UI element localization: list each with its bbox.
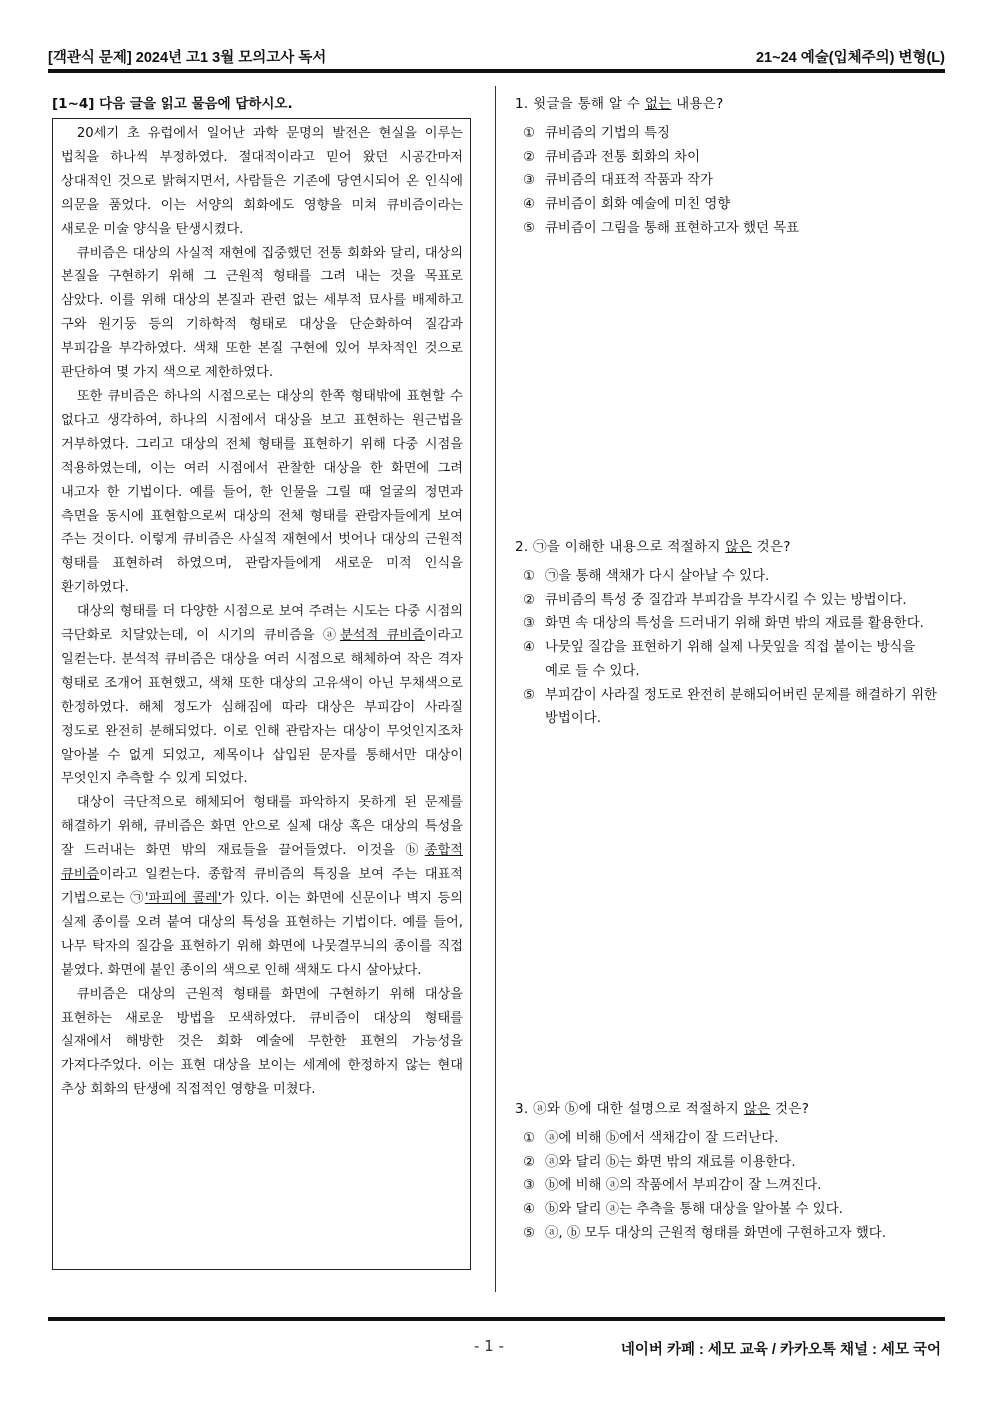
text-run: 2. ㉠을 이해한 내용으로 적절하지: [515, 539, 726, 555]
instruction: [1~4] 다음 글을 읽고 물음에 답하시오.: [52, 96, 293, 112]
answer-option[interactable]: [515, 122, 939, 146]
page-header: [48, 44, 945, 68]
option-number: ②: [523, 592, 536, 608]
text-run: 1. 윗글을 통해 알 수: [515, 96, 645, 112]
option-text: ⓐ, ⓑ 모두 대상의 근원적 형태를 화면에 구현하고자 했다.: [545, 1225, 886, 1241]
underlined-term: 분석적 큐비즘: [340, 628, 425, 644]
underlined-term: '파피에 콜레': [144, 891, 222, 906]
header-right: 21~24 예술(입체주의) 변형(L): [755, 50, 945, 66]
bottom-rule: [48, 1317, 945, 1321]
text-run: 대상의 형태를 더 다양한 시점으로 보여 주려는 시도는 다중 시점의 극단화로 치달았는데, 이 시기의 큐비즘을 ⓐ: [61, 604, 463, 644]
option-number: ③: [523, 173, 536, 189]
option-text: 부피감이 사라질 정도로 완전히 분해되어버린 문제를 해결하기 위한 방법이다.: [545, 687, 937, 727]
text-run: 이라고 일컫는다. 분석적 큐비즘은 대상을 여러 시점으로 해체하여 작은 격자 형태로 조개어 표현했고, 색채 또한 대상의 고유색이 아닌 무채색으로 한정하였다. 해체 정도가 심해짐에 따라 대상은 부피감이 사라질 정도로 완전히 분해되었다. 이로 인해 관람자는 대상이 무엇인지조차 알아볼 수 없게 되었고, 제목이나 삽입된 문자를 통해서만 대상이 무엇인지 추측할 수 있게 되었다.: [61, 628, 463, 787]
option-text: 큐비즘이 회화 예술에 미친 영향: [545, 197, 731, 213]
text-run: 가 있다. 이는 화면에 신문이나 벽지 등의 실제 종이를 오려 붙여 대상의 특성을 표현하는 기법이다. 예를 들어, 나무 탁자의 질감을 표현하기 위해 화면에 나뭇결무늬의 종이를 직접 붙였다. 화면에 붙인 종이의 색으로 인해 색채도 다시 살아났다.: [61, 891, 464, 978]
header-left: [객관식 문제] 2024년 고1 3월 모의고사 독서: [48, 50, 327, 66]
answer-option[interactable]: [515, 193, 939, 217]
page-number: - 1 -: [474, 1337, 504, 1355]
option-text: 큐비즘의 대표적 작품과 작가: [545, 173, 713, 189]
passage-box: [52, 118, 471, 1270]
option-text: 큐비즘과 전통 회화의 차이: [545, 149, 701, 165]
option-text: ⓐ에 비해 ⓑ에서 색채감이 잘 드러난다.: [545, 1131, 779, 1146]
page-footer: [0, 1335, 992, 1359]
question-stem: [515, 92, 939, 112]
option-number: ①: [523, 1131, 536, 1146]
option-number: ③: [523, 616, 536, 632]
underlined-term: 종합적 큐비즘: [61, 843, 463, 883]
answer-option[interactable]: [515, 146, 939, 170]
option-text: ⓐ와 달리 ⓑ는 화면 밖의 재료를 이용한다.: [545, 1154, 796, 1170]
underlined-term: 않은: [725, 539, 753, 555]
answer-option[interactable]: [515, 612, 939, 636]
answer-option[interactable]: [515, 1127, 939, 1151]
option-text: 나뭇잎 질감을 표현하기 위해 실제 나뭇잎을 직접 붙이는 방식을 예로 들 수 있다.: [545, 640, 916, 679]
option-text: ㉠을 통해 색채가 다시 살아날 수 있다.: [545, 569, 770, 584]
option-text: ⓑ에 비해 ⓐ의 작품에서 부피감이 잘 느껴진다.: [545, 1178, 822, 1194]
text-run: 3. ⓐ와 ⓑ에 대한 설명으로 적절하지: [515, 1101, 744, 1117]
text-run: 이라고 일컫는다. 종합적 큐비즘의 특징을 보여 주는 대표적 기법으로는 ㉠: [61, 867, 463, 906]
option-number: ④: [523, 640, 536, 656]
option-text: 큐비즘이 그림을 통해 표현하고자 했던 목표: [545, 220, 800, 236]
passage-paragraph: [61, 791, 463, 982]
option-number: ④: [523, 197, 536, 213]
option-number: ②: [523, 149, 536, 165]
answer-option[interactable]: [515, 565, 939, 589]
option-number: ①: [523, 126, 536, 141]
answer-option[interactable]: [515, 217, 939, 241]
text-run: 내용은?: [671, 96, 724, 112]
passage-paragraph: 또한 큐비즘은 하나의 시점으로는 대상의 한쪽 형태밖에 표현할 수 없다고 생각하여, 하나의 시점에서 대상을 보고 표현하는 원근법을 거부하였다. 그리고 대상의 전체 형태를 표현하기 위해 다중 시점을 적용하였는데, 이는 여러 시점에서 관찰한 대상을 한 화면에 그려 내고자 한 기법이다. 예를 들어, 한 인물을 그릴 때 얼굴의 정면과 측면을 동시에 표현함으로써 대상의 전체 형태를 관람자들에게 보여 주는 것이다. 이렇게 큐비즘은 사실적 재현에서 벗어나 대상의 근원적 형태를 표현하려 하였으며, 관람자들에게 새로운 미적 인식을 환기하였다.: [61, 388, 463, 596]
answer-option[interactable]: [515, 1174, 939, 1198]
option-number: ②: [523, 1154, 536, 1170]
option-number: ⑤: [523, 220, 536, 236]
option-number: ④: [523, 1202, 536, 1218]
answer-option[interactable]: [515, 1198, 939, 1222]
passage-paragraph: 큐비즘은 대상의 사실적 재현에 집중했던 전통 회화와 달리, 대상의 본질을 구현하기 위해 그 근원적 형태를 그려 내는 것을 목표로 삼았다. 이를 위해 대상의 본질과 관련 없는 세부적 묘사를 배제하고 구와 원기둥 등의 기하학적 형태로 대상을 단순화하여 질감과 부피감을 부각하였다. 색채 또한 본질 구현에 있어 부차적인 것으로 판단하여 몇 가지 색으로 제한하였다.: [61, 245, 463, 381]
question-stem: [515, 1097, 939, 1117]
text-run: 것은?: [752, 539, 791, 555]
text-run: 것은?: [770, 1101, 810, 1117]
answer-option[interactable]: [515, 684, 939, 731]
text-run: 대상이 극단적으로 해체되어 형태를 파악하지 못하게 된 문제를 해결하기 위해, 큐비즘은 화면 안으로 실제 대상 혹은 대상의 특성을 잘 드러내는 화면 밖의 재료들을 끌어들였다. 이것을 ⓑ: [61, 795, 463, 859]
passage-paragraph: [61, 600, 463, 791]
option-number: ⑤: [523, 1225, 536, 1241]
question-stem: [515, 535, 939, 555]
question-1: [515, 92, 939, 241]
top-rule: [48, 69, 945, 73]
column-divider: [495, 86, 496, 1292]
answer-option[interactable]: [515, 1222, 939, 1246]
answer-option[interactable]: [515, 169, 939, 193]
passage-paragraph: 20세기 초 유럽에서 일어난 과학 문명의 발전은 현실을 이루는 법칙을 하나씩 부정하였다. 절대적이라고 믿어 왔던 시공간마저 상대적인 것으로 밝혀지면서, 사람들은 기존에 당연시되어 온 인식에 의문을 품었다. 이는 서양의 회화에도 영향을 미쳐 큐비즘이라는 새로운 미술 양식을 탄생시켰다.: [61, 126, 463, 237]
option-number: ③: [523, 1178, 536, 1194]
answer-option[interactable]: [515, 1151, 939, 1175]
answer-option[interactable]: [515, 589, 939, 613]
option-number: ⑤: [523, 687, 536, 703]
question-2: [515, 535, 939, 731]
answer-option[interactable]: [515, 636, 939, 683]
option-text: 화면 속 대상의 특성을 드러내기 위해 화면 밖의 재료를 활용한다.: [545, 616, 924, 632]
option-text: ⓑ와 달리 ⓐ는 추측을 통해 대상을 알아볼 수 있다.: [545, 1202, 843, 1218]
question-3: [515, 1097, 939, 1246]
footer-brand: 네이버 카페 : 세모 교육 / 카카오톡 채널 : 세모 국어: [620, 1342, 941, 1358]
option-text: 큐비즘의 특성 중 질감과 부피감을 부각시킬 수 있는 방법이다.: [545, 592, 907, 608]
underlined-term: 않은: [743, 1101, 771, 1117]
option-text: 큐비즘의 기법의 특징: [545, 126, 670, 141]
underlined-term: 없는: [644, 96, 672, 112]
option-number: ①: [523, 569, 536, 584]
passage-paragraph: 큐비즘은 대상의 근원적 형태를 화면에 구현하기 위해 대상을 표현하는 새로운 방법을 모색하였다. 큐비즘이 대상의 형태를 실재에서 해방한 것은 회화 예술에 무한한 표현의 가능성을 가져다주었다. 이는 표현 대상을 보이는 세계에 한정하지 않는 현대 추상 회화의 탄생에 직접적인 영향을 미쳤다.: [61, 986, 463, 1098]
